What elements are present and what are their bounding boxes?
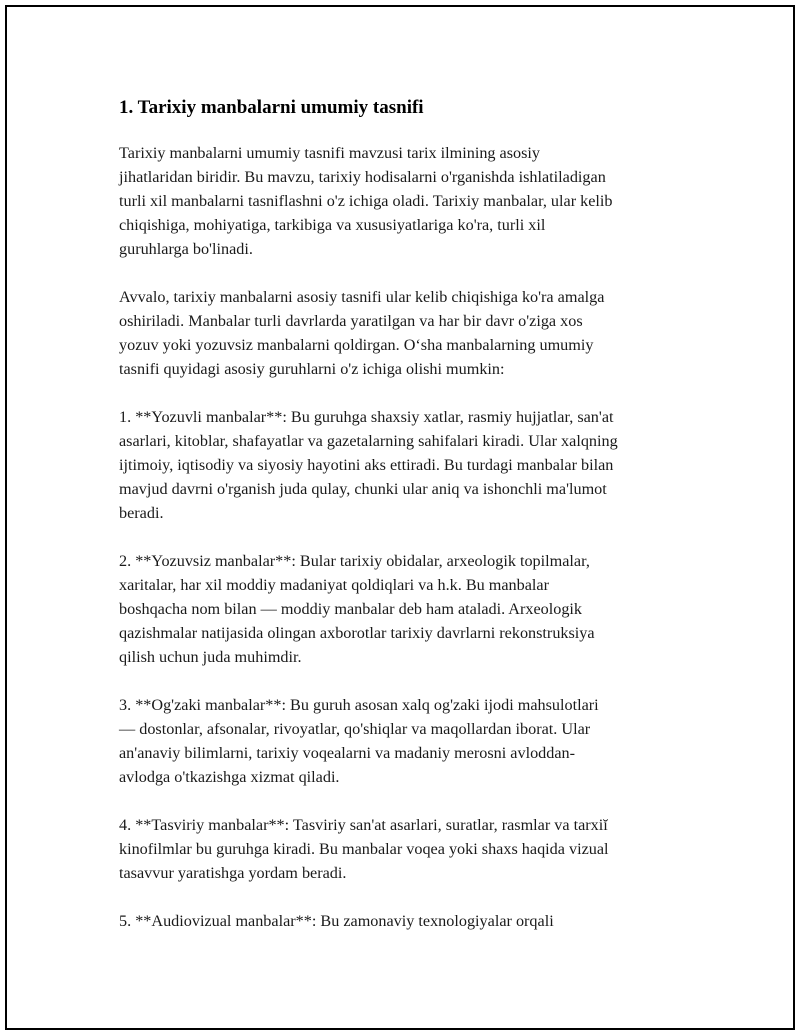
document-title: 1. Tarixiy manbalarni umumiy tasnifi	[119, 97, 424, 118]
document-body	[119, 93, 699, 957]
list-item-written-sources: 1. **Yozuvli manbalar**: Bu guruhga shaxsiy xatlar, rasmiy hujjatlar, san'at asarlari, kitoblar, shafayatlar va gazetalarning sahifalari kiradi. Ular xalqning ijtimoiy, iqtisodiy va siyosiy hayotini aks ettiradi. Bu turdagi manbalar bilan mavjud davrni o'rganish juda qulay, chunki ular aniq va ishonchli ma'lumot beradi.	[119, 408, 618, 522]
paragraph-intro: Tarixiy manbalarni umumiy tasnifi mavzusi tarix ilmining asosiy jihatlaridan biridir. Bu mavzu, tarixiy hodisalarni o'rganishda ishlatiladigan turli xil manbalarni tasniflashni o'z ichiga oladi. Tarixiy manbalar, ular kelib chiqishiga, mohiyatiga, tarkibiga va xususiyatlariga ko'ra, turli xil guruhlarga bo'linadi.	[119, 144, 613, 258]
list-item-audiovisual-sources: 5. **Audiovizual manbalar**: Bu zamonaviy texnologiyalar orqali	[119, 912, 554, 930]
page-frame	[5, 5, 795, 1030]
list-item-oral-sources: 3. **Og'zaki manbalar**: Bu guruh asosan xalq og'zaki ijodi mahsulotlari — dostonlar, afsonalar, rivoyatlar, qo'shiqlar va maqollardan iborat. Ular an'anaviy bilimlarni, tarixiy voqealarni va madaniy merosni avloddan- avlodga o'tkazishga xizmat qiladi.	[119, 696, 599, 786]
list-item-unwritten-sources: 2. **Yozuvsiz manbalar**: Bular tarixiy obidalar, arxeologik topilmalar, xaritalar, har xil moddiy madaniyat qoldiqlari va h.k. Bu manbalar boshqacha nom bilan — moddiy manbalar deb ham ataladi. Arxeologik qazishmalar natijasida olingan axborotlar tarixiy davrlarni rekonstruksiya qilish uchun juda muhimdir.	[119, 552, 595, 666]
paragraph-classification: Avvalo, tarixiy manbalarni asosiy tasnifi ular kelib chiqishiga ko'ra amalga oshiriladi. Manbalar turli davrlarda yaratilgan va har bir davr o'ziga xos yozuv yoki yozuvsiz manbalarni qoldirgan. O‘sha manbalarning umumiy tasnifi quyidagi asosiy guruhlarni o'z ichiga olishi mumkin:	[119, 288, 605, 378]
list-item-visual-sources: 4. **Tasviriy manbalar**: Tasviriy san'at asarlari, suratlar, rasmlar va tarxiĭ kinofilmlar bu guruhga kiradi. Bu manbalar voqea yoki shaxs haqida vizual tasavvur yaratishga yordam beradi.	[119, 816, 609, 882]
